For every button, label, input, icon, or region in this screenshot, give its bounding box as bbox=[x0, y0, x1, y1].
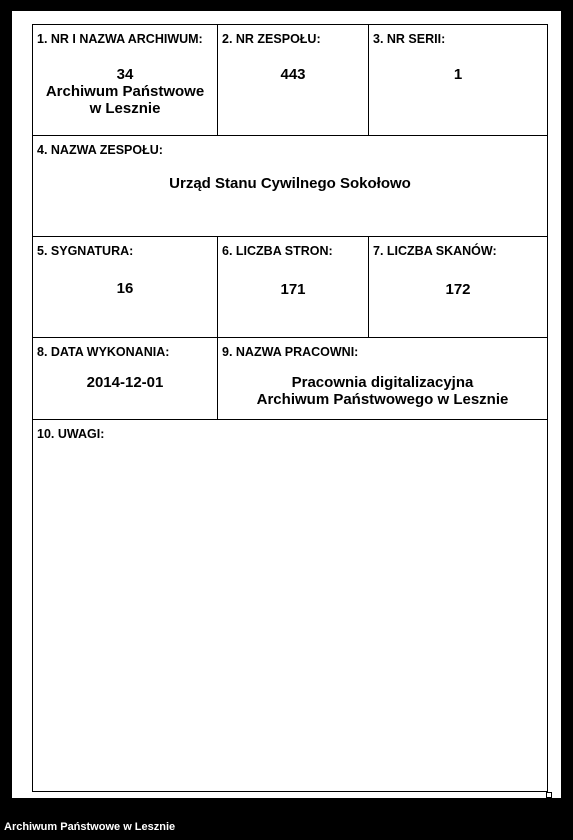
cell-fonds-name bbox=[33, 136, 547, 237]
fonds-number-value: 443 bbox=[280, 66, 306, 83]
cell-series-number bbox=[369, 25, 547, 136]
cell-fonds-number bbox=[218, 25, 369, 136]
fonds-name-value: Urząd Stanu Cywilnego Sokołowo bbox=[169, 175, 411, 192]
workshop-line-2: Archiwum Państwowego w Lesznie bbox=[256, 391, 509, 408]
cell-signature bbox=[33, 237, 218, 338]
page-count-value: 171 bbox=[280, 281, 306, 298]
cell-scan-count bbox=[369, 237, 547, 338]
archive-name-line-2: w Lesznie bbox=[89, 100, 161, 117]
fonds-name-label: 4. NAZWA ZESPOŁU: bbox=[37, 143, 163, 157]
workshop-value bbox=[218, 374, 547, 408]
workshop-line-1: Pracownia digitalizacyjna bbox=[291, 374, 474, 391]
fonds-number-label: 2. NR ZESPOŁU: bbox=[222, 32, 321, 46]
page-count-label: 6. LICZBA STRON: bbox=[222, 244, 333, 258]
archive-name-line-1: Archiwum Państwowe bbox=[45, 83, 205, 100]
corner-marker bbox=[546, 792, 552, 798]
cell-workshop bbox=[218, 338, 547, 420]
footer-archive-name: Archiwum Państwowe w Lesznie bbox=[4, 821, 176, 833]
archive-number: 34 bbox=[116, 66, 134, 83]
workshop-label: 9. NAZWA PRACOWNI: bbox=[222, 345, 359, 359]
signature-value: 16 bbox=[116, 280, 134, 297]
archive-label: 1. NR I NAZWA ARCHIWUM: bbox=[37, 32, 203, 46]
date-value: 2014-12-01 bbox=[86, 374, 164, 391]
signature-label: 5. SYGNATURA: bbox=[37, 244, 134, 258]
scan-count-value: 172 bbox=[445, 281, 471, 298]
cell-date bbox=[33, 338, 218, 420]
cell-page-count bbox=[218, 237, 369, 338]
cell-remarks bbox=[33, 420, 547, 791]
date-label: 8. DATA WYKONANIA: bbox=[37, 345, 170, 359]
metadata-card bbox=[32, 24, 548, 792]
metadata-sheet bbox=[12, 11, 561, 798]
cell-archive bbox=[33, 25, 218, 136]
remarks-label: 10. UWAGI: bbox=[37, 427, 105, 441]
archive-value bbox=[33, 66, 217, 117]
series-number-label: 3. NR SERII: bbox=[373, 32, 446, 46]
scan-count-label: 7. LICZBA SKANÓW: bbox=[373, 244, 497, 258]
series-number-value: 1 bbox=[453, 66, 463, 83]
